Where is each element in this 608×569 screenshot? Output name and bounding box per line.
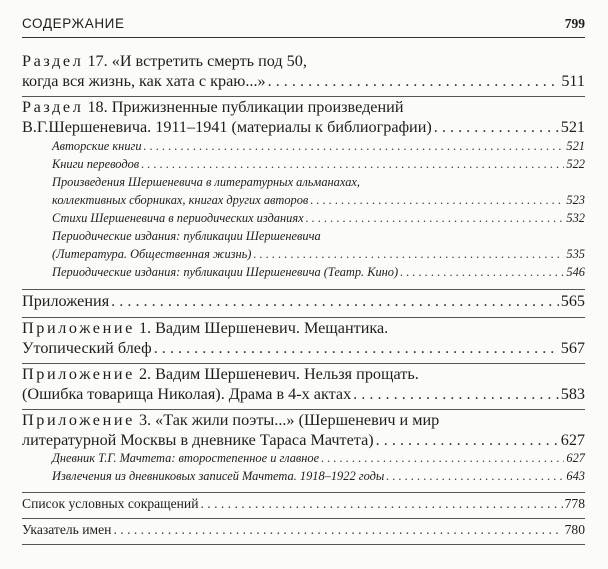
toc-entry-text: 3. «Так жили поэты...» (Шершеневич и мир — [134, 411, 440, 429]
leader-dots — [400, 265, 564, 280]
toc-line — [52, 193, 585, 208]
leader-dots — [376, 431, 559, 450]
toc-line — [52, 139, 585, 154]
toc-line — [22, 496, 585, 512]
toc-line — [22, 52, 585, 71]
header-rule — [22, 37, 585, 38]
leader-dots — [353, 385, 559, 404]
toc-line — [22, 431, 585, 450]
toc-line — [52, 157, 585, 172]
toc-entry-text: литературной Москвы в дневнике Тараса Мачтета) — [22, 431, 374, 449]
leader-dots — [253, 247, 564, 262]
leader-dots — [144, 139, 565, 154]
section-label: Раздел — [22, 98, 84, 116]
appendix-label: Приложение — [22, 365, 135, 383]
toc-line — [22, 98, 585, 117]
toc-line — [52, 469, 585, 484]
toc-page-number: 780 — [564, 522, 585, 537]
toc-page-number: 778 — [564, 496, 585, 511]
toc-entry-text: Список условных сокращений — [22, 496, 199, 511]
toc-entry-text: В.Г.Шершеневича. 1911–1941 (материалы к библиографии) — [22, 118, 432, 136]
leader-dots — [200, 496, 562, 512]
divider — [22, 544, 585, 545]
section-label: Раздел — [22, 52, 84, 70]
leader-dots — [306, 211, 565, 226]
toc-entry-text: Книги переводов — [52, 157, 140, 171]
divider — [22, 518, 585, 519]
leader-dots — [310, 193, 564, 208]
divider — [22, 363, 585, 364]
toc-entry-text: (Литература. Общественная жизнь) — [52, 247, 252, 261]
toc-page-number: 546 — [566, 265, 585, 279]
toc-entry-text: 1. Вадим Шершеневич. Мещантика. — [134, 319, 389, 337]
page-header — [22, 16, 585, 38]
toc-page-number: 511 — [561, 72, 585, 90]
toc-page-number: 567 — [560, 339, 585, 357]
toc-page-number: 523 — [566, 193, 585, 207]
toc-entry-text: Авторские книги — [52, 139, 142, 153]
toc-page-number: 627 — [566, 451, 585, 465]
toc-line — [22, 385, 585, 404]
leader-dots — [434, 118, 559, 137]
leader-dots — [111, 292, 559, 311]
toc-page-number: 521 — [566, 139, 585, 153]
toc-entry-text: Произведения Шершеневича в литературных альманахах, — [52, 175, 360, 189]
toc-entry-text: Приложения — [22, 292, 110, 310]
toc-line — [22, 72, 585, 91]
toc-page-number: 643 — [566, 469, 585, 483]
divider — [22, 409, 585, 410]
toc-page-number: 522 — [566, 157, 585, 171]
toc-line — [22, 319, 585, 338]
toc-entry-text: Периодические издания: публикации Шершеневича (Театр. Кино) — [52, 265, 399, 279]
toc-entry-text: Периодические издания: публикации Шершеневича — [52, 229, 321, 243]
page-number: 799 — [564, 16, 585, 31]
toc-entry-text: Утопический блеф — [22, 339, 152, 357]
toc-page-number: 565 — [560, 292, 585, 310]
toc-line — [52, 451, 585, 466]
toc-line — [22, 365, 585, 384]
leader-dots — [154, 339, 559, 358]
toc-entry-text: 2. Вадим Шершеневич. Нельзя прощать. — [134, 365, 419, 383]
divider — [22, 96, 585, 97]
leader-dots — [268, 72, 560, 91]
toc-entry-text: Извлечения из дневниковых записей Мачтета. 1918–1922 годы — [52, 469, 385, 483]
toc-entry-text: Дневник Т.Г. Мачтета: второстепенное и главное — [52, 451, 320, 465]
toc-line — [52, 265, 585, 280]
running-title: СОДЕРЖАНИЕ — [22, 16, 125, 31]
toc-line — [22, 522, 585, 538]
toc-line — [52, 247, 585, 262]
toc-line — [22, 118, 585, 137]
leader-dots — [321, 451, 564, 466]
leader-dots — [141, 157, 564, 172]
toc-line — [22, 292, 585, 311]
divider — [22, 289, 585, 290]
toc-line — [22, 411, 585, 430]
toc-page-number: 521 — [560, 118, 585, 136]
toc-page-number: 532 — [566, 211, 585, 225]
toc-entry-text: коллективных сборниках, книгах других авторов — [52, 193, 309, 207]
leader-dots — [386, 469, 564, 484]
toc-page-number: 583 — [560, 385, 585, 403]
toc-entry-text: 17. «И встретить смерть под 50, — [83, 52, 307, 70]
toc-page-number: 535 — [566, 247, 585, 261]
toc-line — [52, 211, 585, 226]
toc-entry-text: Стихи Шершеневича в периодических изданиях — [52, 211, 304, 225]
toc-line — [52, 229, 585, 244]
appendix-label: Приложение — [22, 319, 135, 337]
divider — [22, 492, 585, 493]
divider — [22, 317, 585, 318]
toc-entry-text: Указатель имен — [22, 522, 112, 537]
toc-line — [22, 339, 585, 358]
toc-entry-text: 18. Прижизненные публикации произведений — [83, 98, 404, 116]
leader-dots — [113, 522, 562, 538]
toc-entry-text: (Ошибка товарища Николая). Драма в 4-х актах — [22, 385, 352, 403]
toc-page-number: 627 — [560, 431, 585, 449]
toc-line — [52, 175, 585, 190]
toc-entry-text: когда вся жизнь, как хата с краю...» — [22, 72, 266, 90]
appendix-label: Приложение — [22, 411, 135, 429]
